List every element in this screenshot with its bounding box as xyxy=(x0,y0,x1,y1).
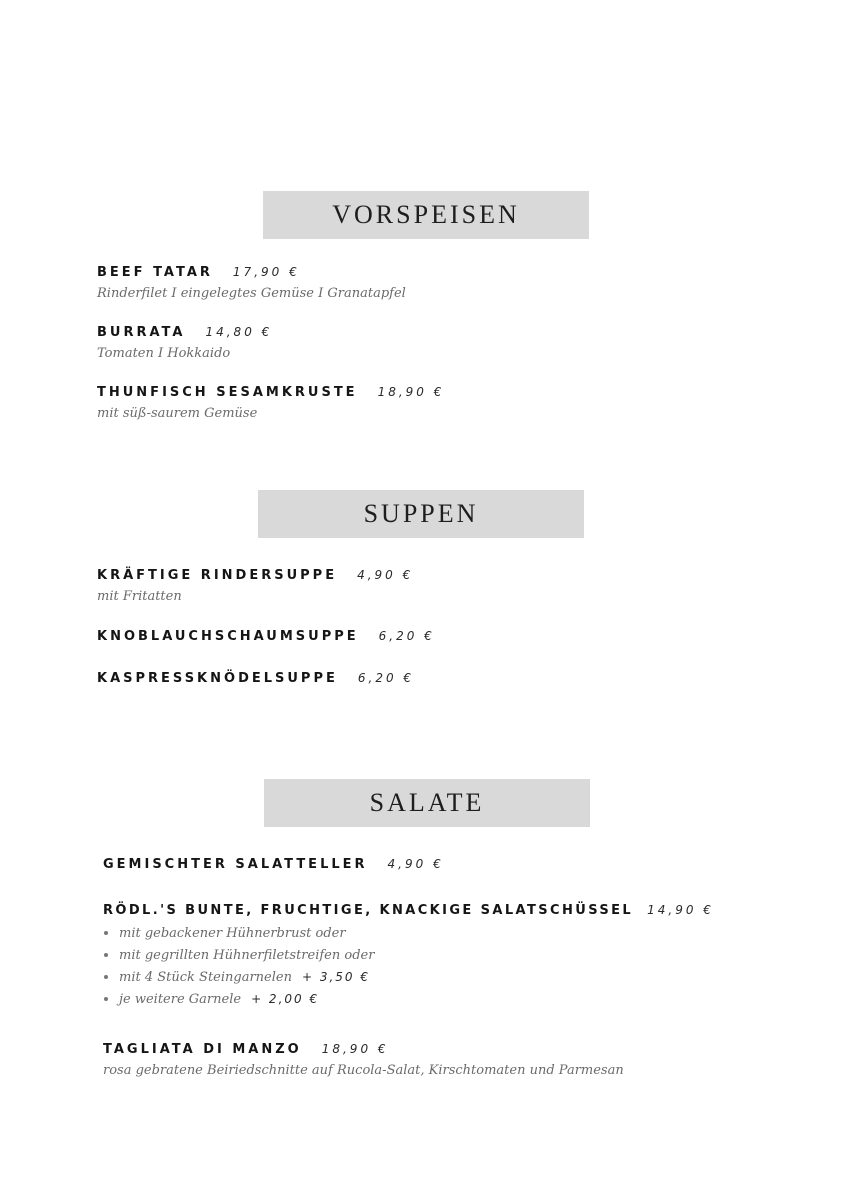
item-price: 6,20 € xyxy=(357,671,415,685)
menu-item-thunfisch-sesamkruste xyxy=(97,385,444,421)
item-name: KASPRESSKNÖDELSUPPE xyxy=(97,671,338,686)
option-text: mit gegrillten Hühnerfiletstreifen oder xyxy=(119,948,375,963)
item-description: rosa gebratene Beiriedschnitte auf Rucola-Salat, Kirschtomaten und Parmesan xyxy=(103,1063,624,1078)
item-description: Rinderfilet I eingelegtes Gemüse I Granatapfel xyxy=(97,286,406,301)
item-price: 14,80 € xyxy=(205,325,273,339)
menu-item-beef-tatar xyxy=(97,265,406,301)
option-item xyxy=(103,944,714,966)
item-name: KNOBLAUCHSCHAUMSUPPE xyxy=(97,629,359,644)
option-surcharge: + 2,00 € xyxy=(251,992,320,1006)
section-header-vorspeisen: VORSPEISEN xyxy=(263,191,589,239)
item-price: 4,90 € xyxy=(357,568,414,582)
item-name: BEEF TATAR xyxy=(97,265,213,280)
option-list xyxy=(103,922,714,1010)
bullet-icon xyxy=(104,997,108,1001)
item-description: mit Fritatten xyxy=(97,589,182,604)
item-name: KRÄFTIGE RINDERSUPPE xyxy=(97,568,338,583)
menu-item-burrata xyxy=(97,325,272,361)
section-header-salate: SALATE xyxy=(264,779,590,827)
menu-item-kraeftige-rindersuppe xyxy=(97,568,413,604)
option-surcharge: + 3,50 € xyxy=(301,970,371,984)
item-name: TAGLIATA DI MANZO xyxy=(103,1042,302,1057)
option-item xyxy=(103,966,714,988)
item-name: RÖDL.'S BUNTE, FRUCHTIGE, KNACKIGE SALATSCHÜSSEL xyxy=(103,903,634,918)
item-price: 4,90 € xyxy=(387,857,444,871)
item-price: 14,90 € xyxy=(647,903,714,917)
item-price: 18,90 € xyxy=(377,385,445,399)
item-price: 17,90 € xyxy=(232,265,300,279)
option-text: mit gebackener Hühnerbrust oder xyxy=(119,926,346,941)
menu-item-gemischter-salatteller xyxy=(103,857,444,872)
item-name: BURRATA xyxy=(97,325,186,340)
menu-item-salatschuessel xyxy=(103,903,714,1010)
option-item xyxy=(103,988,714,1010)
item-name: GEMISCHTER SALATTELLER xyxy=(103,857,368,872)
bullet-icon xyxy=(104,931,108,935)
menu-item-kaspressknoedelsuppe xyxy=(97,671,414,686)
bullet-icon xyxy=(104,975,108,979)
item-name: THUNFISCH SESAMKRUSTE xyxy=(97,385,358,400)
item-description: Tomaten I Hokkaido xyxy=(97,346,231,361)
menu-item-knoblauchschaumsuppe xyxy=(97,629,435,644)
option-item xyxy=(103,922,714,944)
bullet-icon xyxy=(104,953,108,957)
item-price: 6,20 € xyxy=(378,629,435,643)
option-text: je weitere Garnele xyxy=(119,992,242,1007)
item-price: 18,90 € xyxy=(321,1042,389,1056)
section-header-suppen: SUPPEN xyxy=(258,490,584,538)
menu-item-tagliata-di-manzo xyxy=(103,1042,624,1078)
option-text: mit 4 Stück Steingarnelen xyxy=(119,970,292,985)
item-description: mit süß-saurem Gemüse xyxy=(97,406,258,421)
